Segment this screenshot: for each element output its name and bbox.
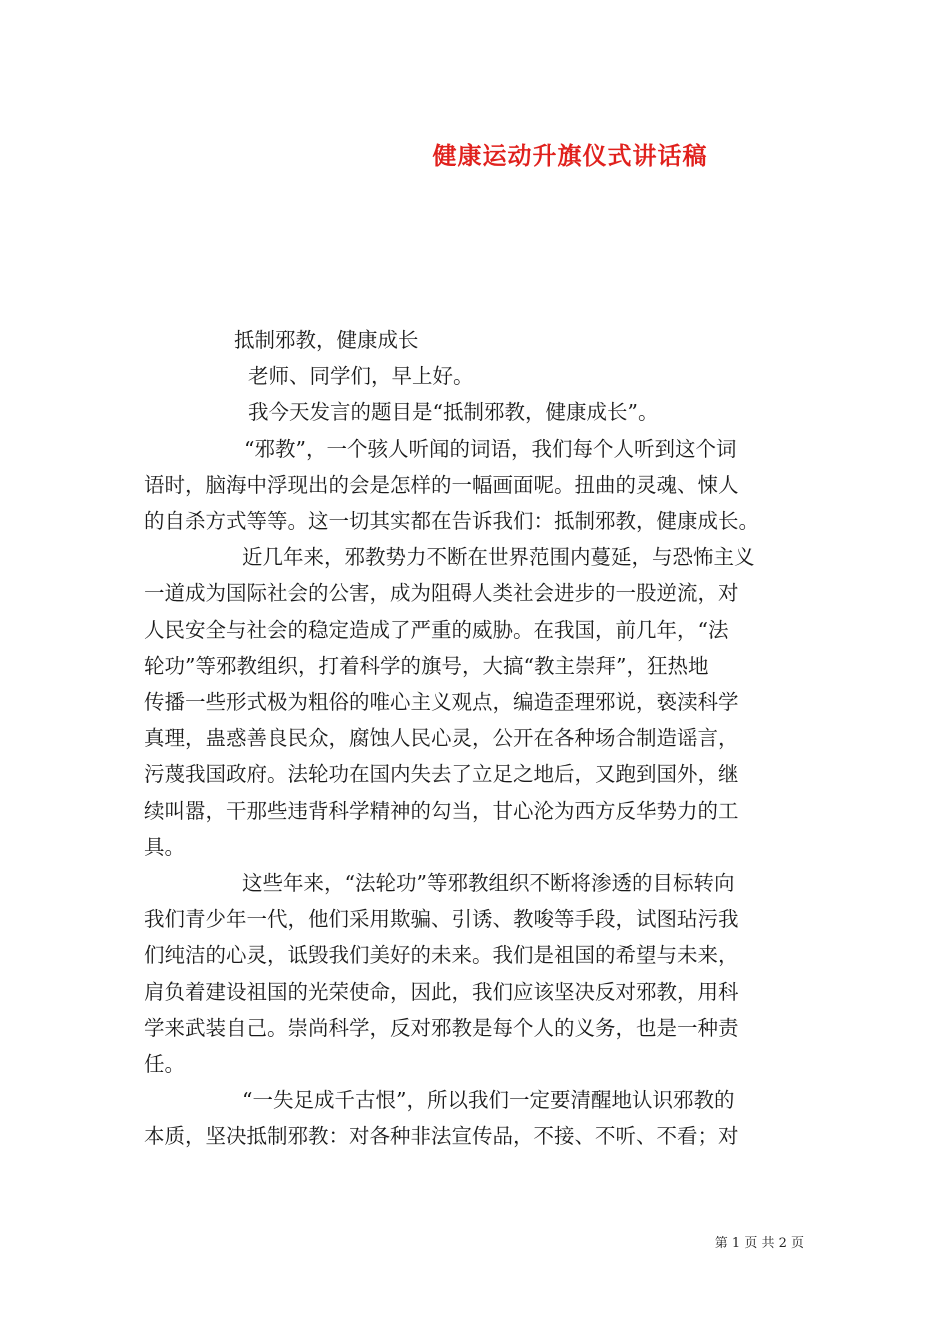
paragraph-line: 本质，坚决抵制邪教：对各种非法宣传品，不接、不听、不看；对 xyxy=(144,1124,739,1149)
paragraph-line: 学来武装自己。崇尚科学，反对邪教是每个人的义务，也是一种责 xyxy=(144,1015,739,1040)
paragraph-line: 具。 xyxy=(144,834,185,859)
paragraph-line: 污蔑我国政府。法轮功在国内失去了立足之地后，又跑到国外，继 xyxy=(144,762,739,787)
document-body xyxy=(144,322,806,1155)
paragraph-line: 我们青少年一代，他们采用欺骗、引诱、教唆等手段，试图玷污我 xyxy=(144,907,739,932)
paragraph-line: 近几年来，邪教势力不断在世界范围内蔓延，与恐怖主义 xyxy=(242,545,755,570)
document-title: 健康运动升旗仪式讲话稿 xyxy=(432,141,708,170)
paragraph-line: 传播一些形式极为粗俗的唯心主义观点，编造歪理邪说，亵渎科学 xyxy=(144,690,739,715)
paragraph-line: 人民安全与社会的稳定造成了严重的威胁。在我国，前几年，“法 xyxy=(144,617,729,642)
paragraph-line: 肩负着建设祖国的光荣使命，因此，我们应该坚决反对邪教，用科 xyxy=(144,979,739,1004)
paragraph-line: “邪教”，一个骇人听闻的词语，我们每个人听到这个词 xyxy=(244,436,737,461)
paragraph-line: 这些年来，“法轮功”等邪教组织不断将渗透的目标转向 xyxy=(242,871,735,896)
paragraph-line: 的自杀方式等等。这一切其实都在告诉我们：抵制邪教，健康成长。 xyxy=(144,509,759,534)
paragraph-line: 任。 xyxy=(144,1052,185,1077)
page-footer: 第 1 页 共 2 页 xyxy=(714,1236,804,1251)
paragraph-line: 续叫嚣，干那些违背科学精神的勾当，甘心沦为西方反华势力的工 xyxy=(144,798,739,823)
paragraph-line: 们纯洁的心灵，诋毁我们美好的未来。我们是祖国的希望与未来， xyxy=(144,943,739,968)
paragraph-line: “一失足成千古恨”，所以我们一定要清醒地认识邪教的 xyxy=(242,1088,735,1113)
topic-line: 我今天发言的题目是“抵制邪教，健康成长”。 xyxy=(248,400,659,425)
paragraph-line: 语时，脑海中浮现出的会是怎样的一幅画面呢。扭曲的灵魂、悚人 xyxy=(144,472,739,497)
paragraph-line: 真理，蛊惑善良民众，腐蚀人民心灵，公开在各种场合制造谣言， xyxy=(144,726,739,751)
greeting-line: 老师、同学们，早上好。 xyxy=(248,364,474,389)
paragraph-line: 一道成为国际社会的公害，成为阻碍人类社会进步的一股逆流，对 xyxy=(144,581,739,606)
paragraph-line: 轮功”等邪教组织，打着科学的旗号，大搞“教主崇拜”，狂热地 xyxy=(144,653,709,678)
document-subtitle: 抵制邪教，健康成长 xyxy=(234,328,419,352)
